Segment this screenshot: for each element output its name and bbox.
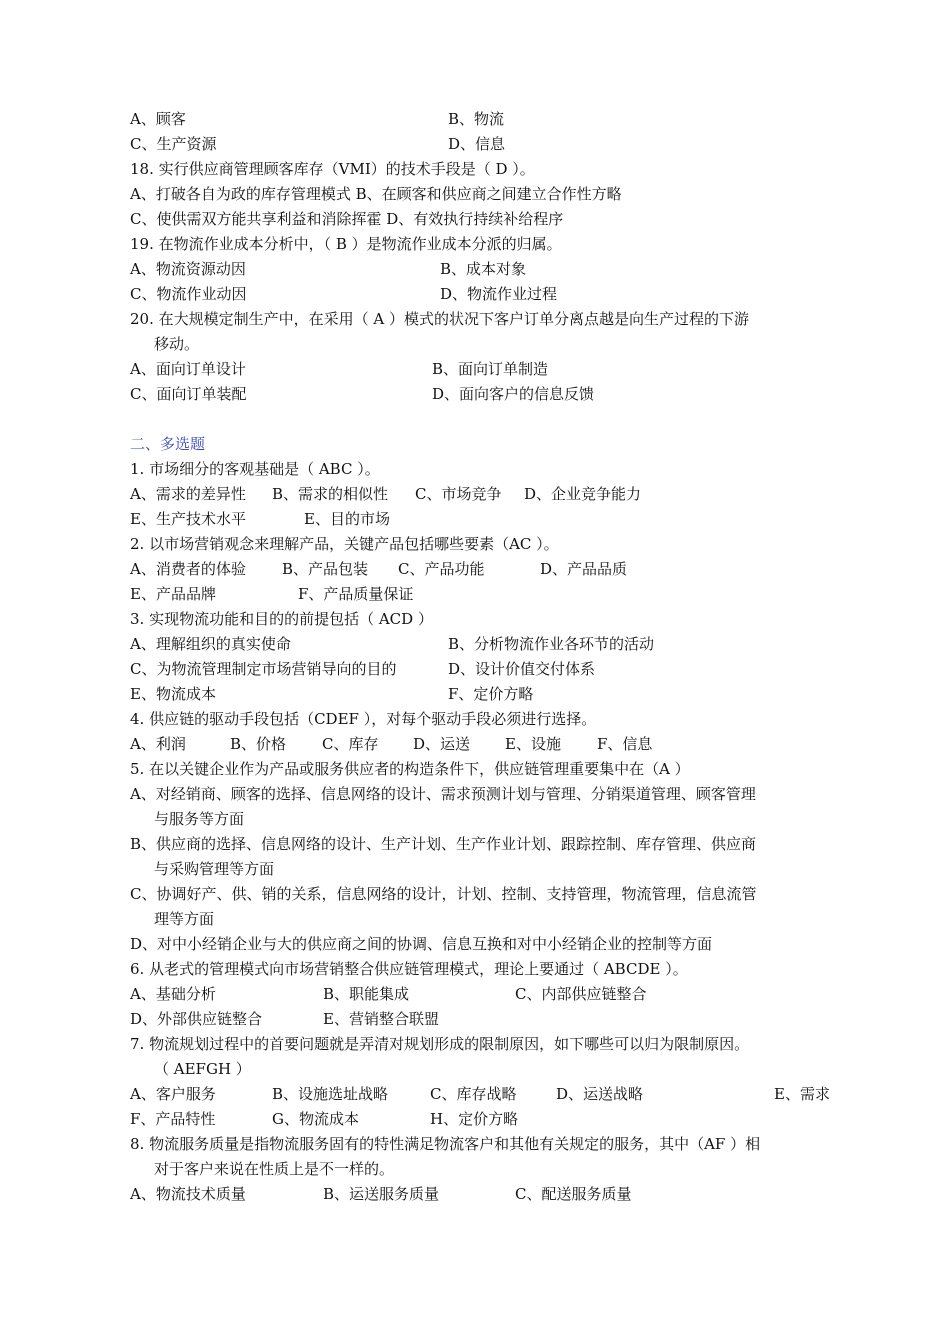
option: D、产品品质: [540, 560, 628, 578]
option: C、物流作业动因: [130, 285, 247, 303]
option: A、基础分析: [130, 985, 216, 1003]
question-continuation: 对于客户来说在性质上是不一样的。: [154, 1160, 395, 1178]
option-continuation: 与采购管理等方面: [154, 860, 275, 878]
option: A、利润: [130, 735, 186, 753]
option: D、设计价值交付体系: [448, 660, 596, 678]
option: E、生产技术水平: [130, 510, 246, 528]
option-line: C、使供需双方能共享利益和消除挥霍 D、有效执行持续补给程序: [130, 210, 564, 228]
option: C、库存战略: [430, 1085, 517, 1103]
option-continuation: 理等方面: [154, 910, 215, 928]
option: C、产品功能: [398, 560, 485, 578]
option-line: A、打破各自为政的库存管理模式 B、在顾客和供应商之间建立合作性方略: [130, 185, 622, 203]
question-8: 8. 物流服务质量是指物流服务固有的特性满足物流客户和其他有关规定的服务，其中（AF ）相: [130, 1135, 761, 1153]
option-line: C、协调好产、供、销的关系，信息网络的设计，计划、控制、支持管理，物流管理，信息流管: [130, 885, 757, 903]
option: C、内部供应链整合: [515, 985, 647, 1003]
option: C、面向订单装配: [130, 385, 247, 403]
option: B、设施选址战略: [272, 1085, 389, 1103]
option: C、库存: [322, 735, 379, 753]
question-7: 7. 物流规划过程中的首要问题就是弄清对规划形成的限制原因，如下哪些可以归为限制原因。: [130, 1035, 750, 1053]
option: D、企业竞争能力: [524, 485, 642, 503]
question-6: 6. 从老式的管理模式向市场营销整合供应链管理模式，理论上要通过（ ABCDE ）。: [130, 960, 688, 978]
option: C、为物流管理制定市场营销导向的目的: [130, 660, 397, 678]
option: B、运送服务质量: [323, 1185, 440, 1203]
option: B、物流: [448, 110, 505, 128]
option: B、价格: [230, 735, 287, 753]
option: H、定价方略: [430, 1110, 519, 1128]
option: A、客户服务: [130, 1085, 216, 1103]
option: C、配送服务质量: [515, 1185, 632, 1203]
question-18: 18. 实行供应商管理顾客库存（VMI）的技术手段是（ D ）。: [130, 160, 535, 178]
option: D、运送: [413, 735, 471, 753]
option: A、物流技术质量: [130, 1185, 246, 1203]
option: B、产品包装: [282, 560, 369, 578]
option: B、需求的相似性: [272, 485, 389, 503]
option: B、面向订单制造: [432, 360, 549, 378]
option: A、理解组织的真实使命: [130, 635, 291, 653]
question-20: 20. 在大规模定制生产中，在采用（ A ）模式的状况下客户订单分离点越是向生产过程的下游: [130, 310, 749, 328]
option: A、顾客: [130, 110, 186, 128]
question-3: 3. 实现物流功能和目的的前提包括（ ACD ）: [130, 610, 433, 628]
option: F、定价方略: [448, 685, 534, 703]
option: B、职能集成: [323, 985, 410, 1003]
question-continuation: 移动。: [154, 335, 200, 353]
option: E、营销整合联盟: [323, 1010, 439, 1028]
option: D、运送战略: [556, 1085, 644, 1103]
option: C、生产资源: [130, 135, 217, 153]
section-heading: 二、多选题: [130, 435, 206, 453]
question-continuation: （ AEFGH ）: [154, 1060, 251, 1078]
question-4: 4. 供应链的驱动手段包括（CDEF ），对每个驱动手段必须进行选择。: [130, 710, 597, 728]
option: D、面向客户的信息反馈: [432, 385, 595, 403]
option: A、消费者的体验: [130, 560, 246, 578]
option: D、外部供应链整合: [130, 1010, 263, 1028]
option: F、产品质量保证: [298, 585, 414, 603]
option: A、物流资源动因: [130, 260, 246, 278]
option: A、需求的差异性: [130, 485, 246, 503]
question-19: 19. 在物流作业成本分析中，（ B ）是物流作业成本分派的归属。: [130, 235, 562, 253]
option: F、产品特性: [130, 1110, 216, 1128]
option-line: A、对经销商、顾客的选择、信息网络的设计、需求预测计划与管理、分销渠道管理、顾客管理: [130, 785, 756, 803]
option: A、面向订单设计: [130, 360, 246, 378]
option: E、物流成本: [130, 685, 216, 703]
option: B、成本对象: [440, 260, 527, 278]
question-5: 5. 在以关键企业作为产品或服务供应者的构造条件下，供应链管理重要集中在（A ）: [130, 760, 690, 778]
question-2: 2. 以市场营销观念来理解产品，关键产品包括哪些要素（AC ）。: [130, 535, 559, 553]
question-1: 1. 市场细分的客观基础是（ ABC ）。: [130, 460, 380, 478]
option: D、物流作业过程: [440, 285, 558, 303]
option: F、信息: [597, 735, 653, 753]
option: D、信息: [448, 135, 506, 153]
option: E、需求: [774, 1085, 830, 1103]
option: E、设施: [505, 735, 561, 753]
option: E、产品品牌: [130, 585, 216, 603]
option-continuation: 与服务等方面: [154, 810, 245, 828]
option: G、物流成本: [272, 1110, 359, 1128]
option: E、目的市场: [304, 510, 390, 528]
option-line: D、对中小经销企业与大的供应商之间的协调、信息互换和对中小经销企业的控制等方面: [130, 935, 713, 953]
option: B、分析物流作业各环节的活动: [448, 635, 655, 653]
option: C、市场竞争: [415, 485, 502, 503]
option-line: B、供应商的选择、信息网络的设计、生产计划、生产作业计划、跟踪控制、库存管理、供应商: [130, 835, 757, 853]
